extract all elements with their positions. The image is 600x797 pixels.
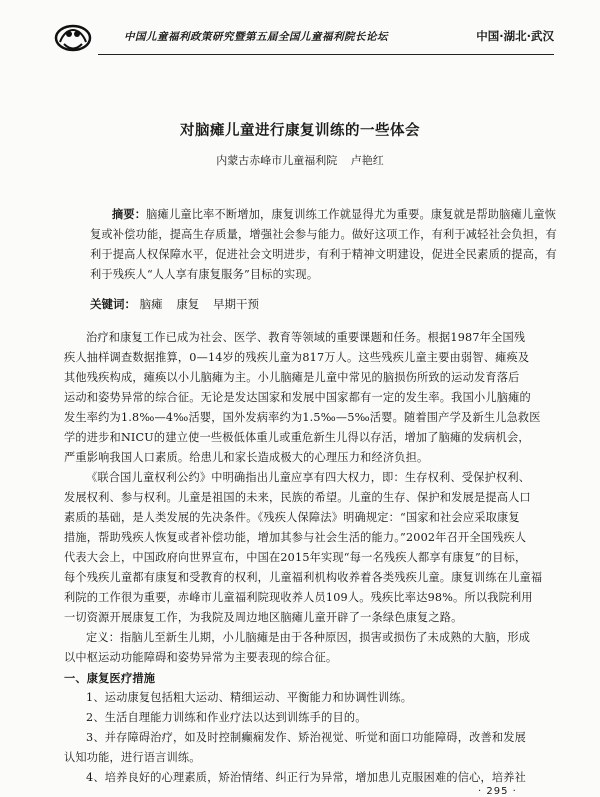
text-line: 《联合国儿童权利公约》中明确指出儿童应享有四大权力，即：生存权利、受保护权利、	[86, 471, 531, 484]
text-line: 治疗和康复工作已成为社会、医学、教育等领域的重要课题和任务。根据1987年全国残	[86, 331, 526, 344]
header-rule	[98, 54, 554, 55]
keyword: 脑瘫	[139, 297, 163, 311]
abstract-line: 利于残疾人“人人享有康复服务”目标的实现。	[90, 268, 319, 281]
text-line: 代表大会上，中国政府向世界宣布，中国在2015年实现“每一名残疾人都享有康复”的目标，	[64, 551, 527, 564]
paragraph-rights	[64, 468, 550, 628]
paragraph-definition	[64, 628, 550, 668]
conference-location: 中国·湖北·武汉	[476, 29, 554, 43]
abstract	[90, 204, 557, 285]
text-line: 发展权利、参与权利。儿童是祖国的未来，民族的希望。儿童的生存、保护和发展是提高人口	[64, 491, 531, 504]
text-line: 一切资源开展康复工作，为我院及周边地区脑瘫儿童开辟了一条绿色康复之路。	[64, 611, 463, 624]
forum-logo-icon	[54, 22, 92, 52]
text-line: 其他残疾构成，瘫痪以小儿脑瘫为主。小儿脑瘫是儿童中常见的脑损伤所致的运动发育落后	[64, 371, 520, 384]
abstract-line: 脑瘫儿童比率不断增加，康复训练工作就显得尤为重要。康复就是帮助脑瘫儿童恢	[146, 208, 557, 221]
text-line: 严重影响我国人口素质。给患儿和家长造成极大的心理压力和经济负担。	[64, 451, 429, 464]
text-line: 利院的工作很为重要，赤峰市儿童福利院现收养人员109人。残疾比率达98%。所以我院利用	[64, 591, 533, 604]
author-line	[0, 152, 600, 168]
article-title: 对脑瘫儿童进行康复训练的一些体会	[180, 122, 420, 139]
keywords	[90, 296, 548, 312]
author-name: 卢艳红	[350, 154, 384, 167]
abstract-label: 摘要：	[112, 207, 147, 221]
text-line: 学的进步和NICU的建立使一些极低体重儿或重危新生儿得以存活，增加了脑瘫的发病机会，	[64, 431, 530, 444]
paragraph-intro	[64, 328, 550, 468]
page-number: · 295 ·	[478, 786, 517, 797]
text-line: 每个残疾儿童都有康复和受教育的权利，儿童福利机构收养着各类残疾儿童。康复训练在儿童福	[64, 571, 543, 584]
text-line: 措施，帮助残疾人恢复或者补偿功能，增加其参与社会生活的能力。”2002年召开全国残疾人	[64, 531, 527, 544]
text-line: 定义：指脑儿至新生儿期，小儿脑瘫是由于各种原因，损害或损伤了未成熟的大脑，形成	[86, 631, 531, 644]
text-line: 运动和姿势异常的综合征。无论是发达国家和发展中国家都有一定的发生率。我国小儿脑瘫的	[64, 391, 531, 404]
running-title: 中国儿童福利政策研究暨第五届全国儿童福利院长论坛	[124, 31, 388, 43]
section-heading: 一、康复医疗措施	[64, 671, 156, 685]
list-item: 1、运动康复包括粗大运动、精细运动、平衡能力和协调性训练。	[86, 691, 413, 704]
list-item: 3、并存障碍治疗，如及时控制癫痫发作、矫治视觉、听觉和面口功能障碍，改善和发展 认知功能，进行语言训练。	[64, 731, 527, 764]
text-line: 以中枢运动功能障碍和姿势异常为主要表现的综合征。	[64, 651, 338, 664]
text-line: 素质的基础，是人类发展的先决条件。《残疾人保障法》明确规定：“国家和社会应采取康复	[64, 511, 520, 524]
author-affiliation: 内蒙古赤峰市儿童福利院	[216, 154, 338, 167]
keywords-label: 关键词：	[90, 297, 136, 311]
list-item: 2、生活自理能力训练和作业疗法以达到训练手的目的。	[86, 711, 367, 724]
keyword: 早期干预	[212, 297, 259, 311]
list-item: 4、培养良好的心理素质，矫治情绪、纠正行为异常，增加患儿克服困难的信心，培养社	[86, 771, 527, 784]
text-line: 发生率约为1.8‰—4‰活婴，国外发病率约为1.5‰—5‰活婴。随着围产学及新生儿急救医	[64, 411, 541, 424]
keyword: 康复	[176, 297, 200, 311]
running-header	[54, 22, 554, 52]
text-line: 疾人抽样调查数据推算，0—14岁的残疾儿童为817万人。这些残疾儿童主要由弱智、瘫痪及	[64, 351, 530, 364]
abstract-line: 利于提高人权保障水平，促进社会文明进步，有利于精神文明建设，促进全民素质的提高，有	[90, 248, 557, 261]
abstract-line: 复或补偿功能，提高生存质量，增强社会参与能力。做好这项工作，有利于减轻社会负担，有	[90, 228, 557, 241]
article-body	[64, 328, 550, 788]
